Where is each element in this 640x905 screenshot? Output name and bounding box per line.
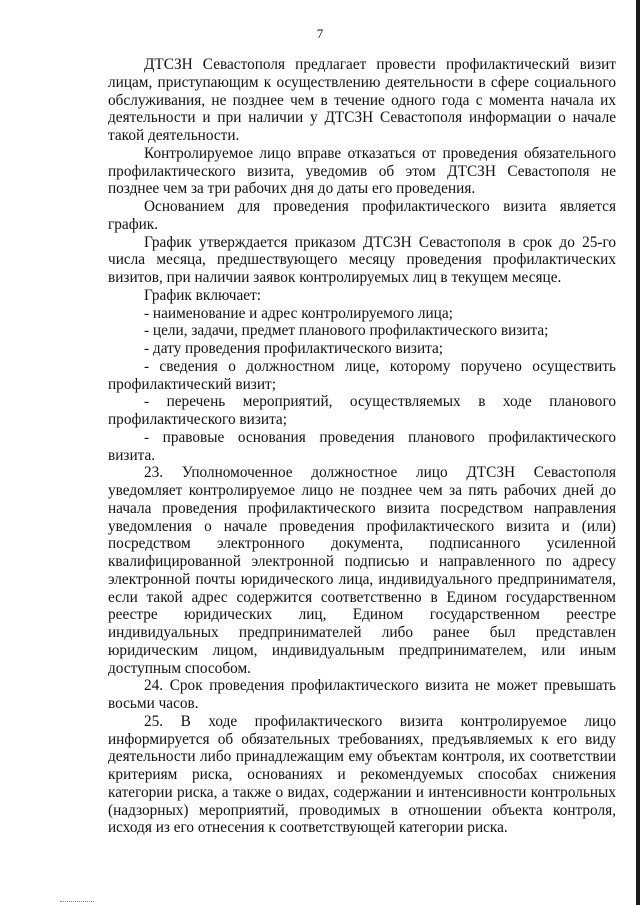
list-item: - цели, задачи, предмет планового профилактического визита;: [144, 322, 549, 340]
paragraph-section-24: 24. Срок проведения профилактического визита не может превышать восьми часов.: [108, 677, 616, 712]
paragraph-schedule-includes: График включает:: [144, 286, 262, 304]
paragraph-section-23: 23. Уполномоченное должностное лицо ДТСЗН Севастополя уведомляет контролируемое лицо не позднее чем за пять рабочих дней до начала проведения профилактического визита посредством направления уведомления о начале проведения профилактического визита и (или) посредством электронного документа, подписанного усиленной квалифицированной электронной подписью и направленного по адресу электронной почты юридического лица, индивидуального предпринимателя, если такой адрес содержится соответственно в Едином государственном реестре юридических лиц, Едином государственном реестре индивидуальных предпринимателей либо ранее был представлен юридическим лицом, индивидуальным предпринимателем, или иным доступным способом.: [108, 464, 616, 677]
list-item: - правовые основания проведения планового профилактического визита.: [108, 428, 616, 464]
paragraph-schedule-basis: Основанием для проведения профилактического визита является график.: [108, 198, 616, 233]
list-item: - наименование и адрес контролируемого лица;: [144, 304, 453, 322]
paragraph-preventive-visit-offer: ДТСЗН Севастополя предлагает провести профилактический визит лицам, приступающим к осуществлению деятельности в сфере социального обслуживания, не позднее чем в течение одного года с момента начала их деятельности и при наличии у ДТСЗН Севастополя информации о начале такой деятельности.: [108, 56, 616, 144]
scan-edge-border: [636, 0, 640, 905]
document-body: [108, 56, 616, 837]
page-number: 7: [316, 26, 324, 41]
paragraph-section-25: 25. В ходе профилактического визита контролируемое лицо информируется об обязательных требованиях, предъявляемых к его виду деятельности либо принадлежащим ему объектам контроля, их соответствии критериям риска, основаниях и рекомендуемых способах снижения категории риска, а также о видах, содержании и интенсивности контрольных (надзорных) мероприятий, проводимых в отношении объекта контроля, исходя из его отнесения к соответствующей категории риска.: [108, 712, 616, 837]
paragraph-refusal-right: Контролируемое лицо вправе отказаться от проведения обязательного профилактического визита, уведомив об этом ДТСЗН Севастополя не позднее чем за три рабочих дня до даты его проведения.: [108, 144, 616, 198]
list-item: - дату проведения профилактического визита;: [144, 340, 444, 357]
list-item: - сведения о должностном лице, которому поручено осуществить профилактический визит;: [108, 357, 616, 393]
scan-artifact-mark: [60, 901, 94, 904]
list-item: - перечень мероприятий, осуществляемых в ходе планового профилактического визита;: [108, 393, 616, 428]
paragraph-schedule-approval: График утверждается приказом ДТСЗН Севастополя в срок до 25-го числа месяца, предшествующего месяцу проведения профилактических визитов, при наличии заявок контролируемых лиц в текущем месяце.: [108, 233, 616, 286]
